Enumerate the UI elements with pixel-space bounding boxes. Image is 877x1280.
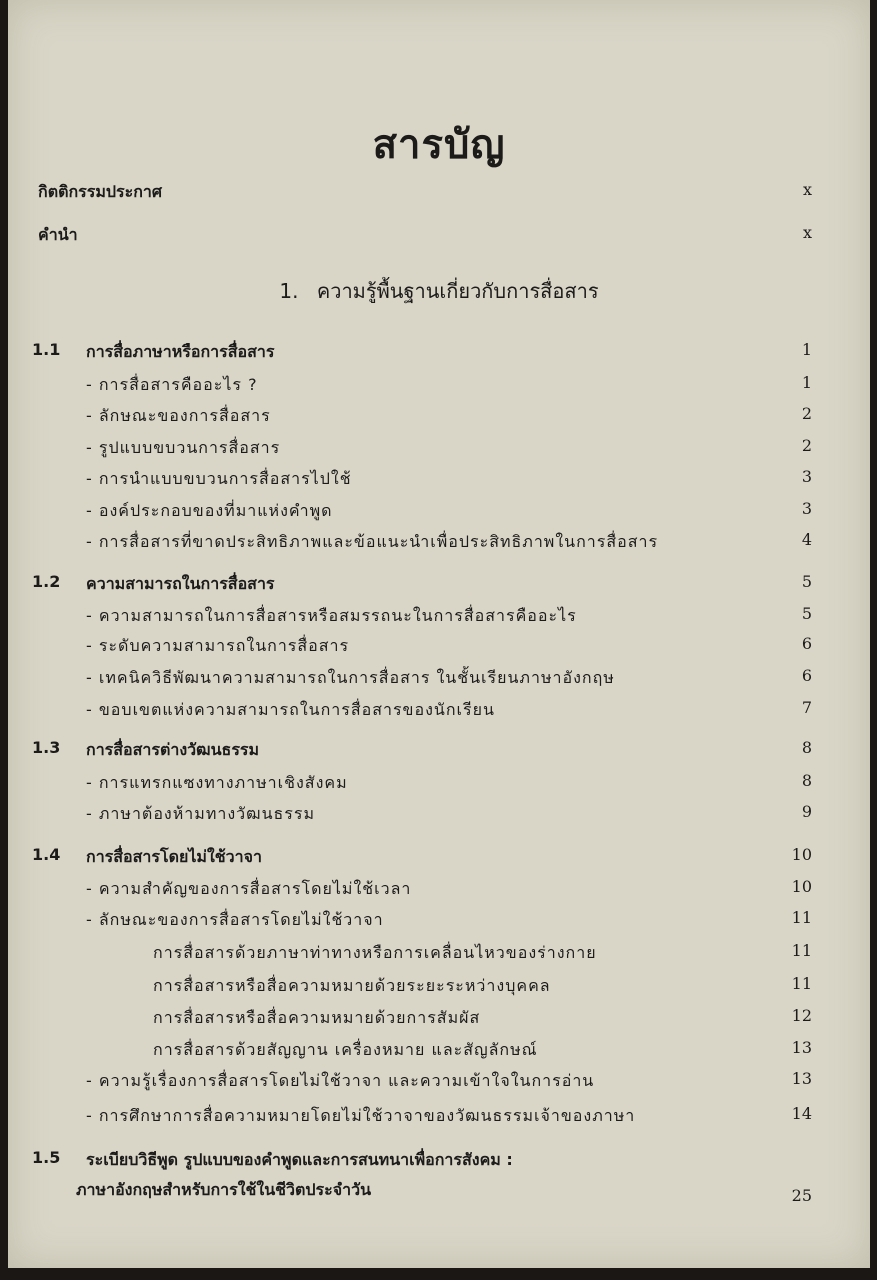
section-number: 1.5: [32, 1148, 61, 1167]
section-number: 1.2: [32, 572, 61, 591]
toc-section: [8, 845, 870, 875]
toc-page: 5: [801, 604, 812, 623]
toc-page: 11: [791, 908, 812, 927]
toc-page: 1: [801, 373, 812, 392]
toc-label: - ลักษณะของการสื่อสาร: [86, 406, 271, 425]
section-title: การสื่อภาษาหรือการสื่อสาร: [86, 342, 275, 361]
toc-label: - ความสำคัญของการสื่อสารโดยไม่ใช้เวลา: [86, 879, 412, 898]
section-number: 1.1: [32, 340, 61, 359]
toc-section-continued: [8, 1178, 870, 1208]
section-number: 1.4: [32, 845, 61, 864]
section-number: 1.3: [32, 738, 61, 757]
toc-label: - ลักษณะของการสื่อสารโดยไม่ใช้วาจา: [86, 910, 384, 929]
book-page: [8, 0, 870, 1268]
toc-label: - การแทรกแซงทางภาษาเชิงสังคม: [86, 773, 348, 792]
toc-section: [8, 738, 870, 768]
toc-page: 2: [801, 436, 812, 455]
toc-page: 1: [801, 340, 812, 359]
toc-subitem: [8, 974, 870, 1004]
toc-page: 25: [791, 1186, 812, 1205]
toc-label: - องค์ประกอบของที่มาแห่งคำพูด: [86, 501, 333, 520]
toc-page: x: [802, 180, 812, 199]
toc-subitem: [8, 1038, 870, 1068]
toc-page: 6: [801, 666, 812, 685]
toc-page: 3: [801, 467, 812, 486]
toc-item: [8, 1069, 870, 1099]
toc-page: 8: [801, 771, 812, 790]
section-title-line2: ภาษาอังกฤษสำหรับการใช้ในชีวิตประจำวัน: [76, 1180, 371, 1199]
toc-page: 13: [791, 1069, 812, 1088]
toc-item: [8, 634, 870, 664]
toc-label: การสื่อสารด้วยภาษาท่าทางหรือการเคลื่อนไหวของร่างกาย: [153, 943, 597, 962]
page-title: สารบัญ: [372, 122, 506, 168]
toc-label: - ความรู้เรื่องการสื่อสารโดยไม่ใช้วาจา และความเข้าใจในการอ่าน: [86, 1071, 595, 1090]
section-title: ความสามารถในการสื่อสาร: [86, 574, 275, 593]
toc-page: 10: [791, 877, 812, 896]
toc-page: 7: [801, 698, 812, 717]
toc-label: - เทคนิควิธีพัฒนาความสามารถในการสื่อสาร ในชั้นเรียนภาษาอังกฤษ: [86, 668, 615, 687]
toc-label: - การนำแบบขบวนการสื่อสารไปใช้: [86, 469, 352, 488]
toc-label: คำนำ: [38, 225, 78, 244]
toc-item: [8, 530, 870, 560]
chapter-number: 1.: [279, 279, 299, 303]
toc-label: - ระดับความสามารถในการสื่อสาร: [86, 636, 350, 655]
toc-page: 13: [791, 1038, 812, 1057]
chapter-heading: [8, 275, 870, 307]
toc-item: [8, 1104, 870, 1134]
toc-page: 5: [801, 572, 812, 591]
toc-section: [8, 572, 870, 602]
toc-label: การสื่อสารหรือสื่อความหมายด้วยระยะระหว่างบุคคล: [153, 976, 551, 995]
toc-page: 8: [801, 738, 812, 757]
toc-label: - ขอบเขตแห่งความสามารถในการสื่อสารของนักเรียน: [86, 700, 495, 719]
toc-item: [8, 877, 870, 907]
toc-label: - ความสามารถในการสื่อสารหรือสมรรถนะในการสื่อสารคืออะไร: [86, 606, 577, 625]
toc-page: 9: [801, 802, 812, 821]
toc-page: 2: [801, 404, 812, 423]
toc-label: - การศึกษาการสื่อความหมายโดยไม่ใช้วาจาของวัฒนธรรมเจ้าของภาษา: [86, 1106, 636, 1125]
toc-label: กิตติกรรมประกาศ: [38, 182, 163, 201]
toc-item: [8, 698, 870, 728]
toc-label: - การสื่อสารคืออะไร ?: [86, 375, 258, 394]
toc-item: [8, 404, 870, 434]
section-title: ระเบียบวิธีพูด รูปแบบของคำพูดและการสนทนาเพื่อการสังคม :: [86, 1150, 513, 1169]
toc-page: 12: [791, 1006, 812, 1025]
toc-page: x: [802, 223, 812, 242]
toc-subitem: [8, 1006, 870, 1036]
toc-label: การสื่อสารด้วยสัญญาน เครื่องหมาย และสัญลักษณ์: [153, 1040, 538, 1059]
toc-item: [8, 604, 870, 634]
toc-section: [8, 340, 870, 370]
toc-item: [8, 436, 870, 466]
toc-item: [8, 908, 870, 938]
toc-label: - การสื่อสารที่ขาดประสิทธิภาพและข้อแนะนำเพื่อประสิทธิภาพในการสื่อสาร: [86, 532, 659, 551]
toc-label: - รูปแบบขบวนการสื่อสาร: [86, 438, 281, 457]
section-title: การสื่อสารโดยไม่ใช้วาจา: [86, 847, 262, 866]
section-title: การสื่อสารต่างวัฒนธรรม: [86, 740, 260, 759]
toc-subitem: [8, 941, 870, 971]
toc-page: 3: [801, 499, 812, 518]
toc-page: 10: [791, 845, 812, 864]
toc-page: 14: [791, 1104, 812, 1123]
toc-label: - ภาษาต้องห้ามทางวัฒนธรรม: [86, 804, 316, 823]
toc-entry-acknowledgements: [8, 180, 870, 210]
toc-item: [8, 499, 870, 529]
toc-item: [8, 802, 870, 832]
toc-label: การสื่อสารหรือสื่อความหมายด้วยการสัมผัส: [153, 1008, 481, 1027]
toc-page: 11: [791, 941, 812, 960]
chapter-title: ความรู้พื้นฐานเกี่ยวกับการสื่อสาร: [316, 279, 599, 303]
toc-page: 11: [791, 974, 812, 993]
toc-entry-preface: [8, 223, 870, 253]
toc-item: [8, 467, 870, 497]
toc-item: [8, 373, 870, 403]
toc-item: [8, 666, 870, 696]
toc-item: [8, 771, 870, 801]
toc-section: [8, 1148, 870, 1178]
toc-page: 4: [801, 530, 812, 549]
toc-page: 6: [801, 634, 812, 653]
